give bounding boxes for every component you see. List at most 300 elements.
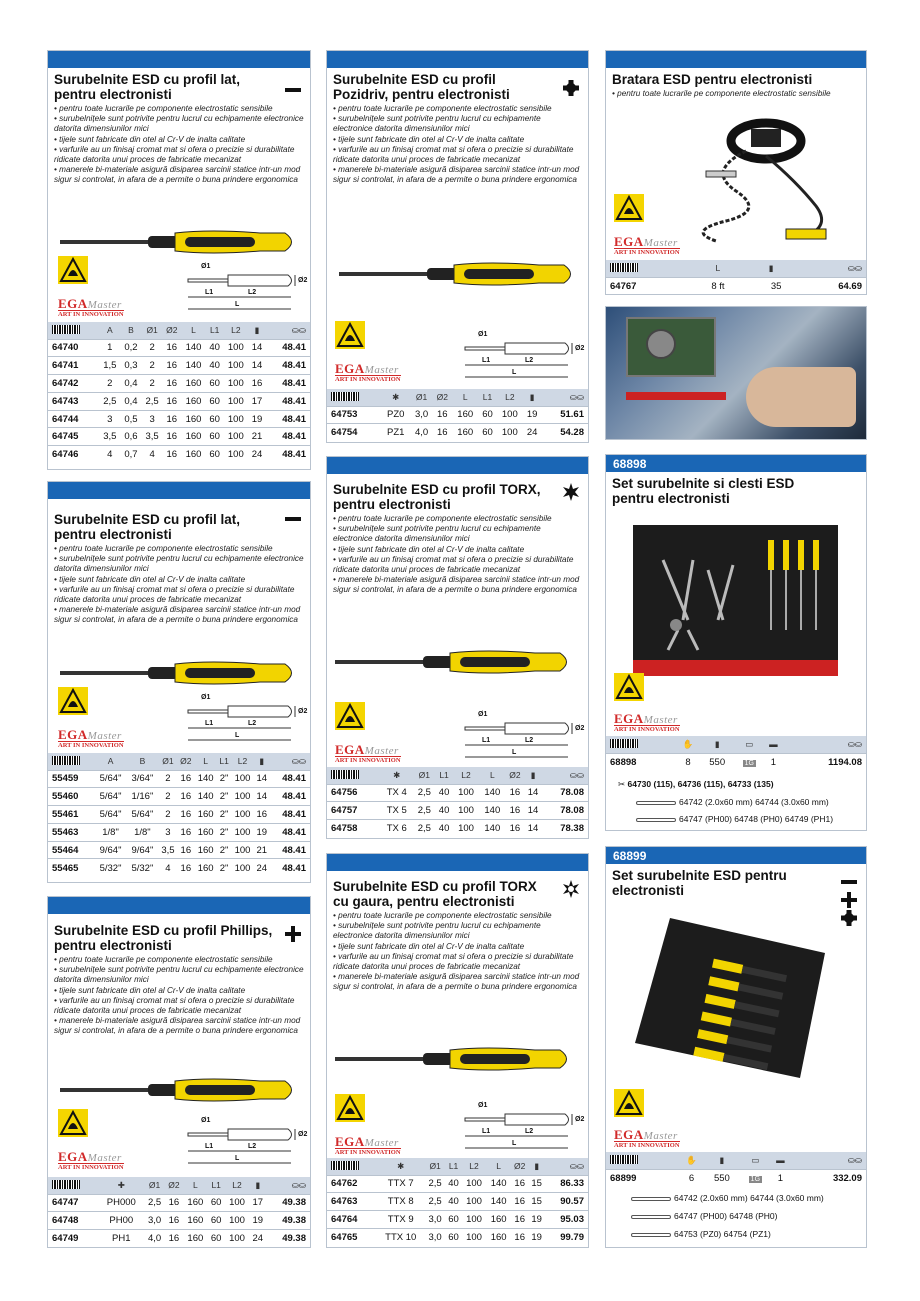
- brand-sub: Master: [643, 714, 678, 726]
- cell: 14: [524, 802, 542, 820]
- cell: 2": [217, 788, 231, 806]
- cell: 64748: [48, 1212, 98, 1230]
- cell: 16: [178, 823, 195, 841]
- cell: 160: [194, 806, 217, 824]
- table-row: [48, 446, 310, 464]
- bullet: • surubelnițele sunt potrivite pentru lucrul cu echipamente electronice datorita dimensiunilor mici: [54, 965, 304, 985]
- cell: 100: [225, 1194, 250, 1212]
- cell: 100: [223, 357, 248, 375]
- badge: 1G: [750, 1175, 761, 1183]
- cell: 68899: [606, 1169, 679, 1187]
- table-row: [606, 277, 866, 295]
- coins-icon: ⛀⛀: [785, 260, 866, 277]
- coins-icon: ⛀⛀: [783, 736, 866, 753]
- cell: 1: [771, 1169, 790, 1187]
- col-header: B: [126, 753, 158, 770]
- cell: 40: [435, 784, 453, 802]
- cell: 2,5: [425, 1193, 445, 1211]
- dim-label-l: L: [235, 301, 240, 308]
- cell: 3,5: [99, 428, 120, 446]
- product-title: Surubelnite ESD cu profil Phillips, pentru electronisti: [54, 923, 273, 953]
- dim-label-d1: Ø1: [201, 694, 211, 701]
- bullet: • pentru toate lucrarile pe componente electrostatic sensibile: [612, 89, 831, 98]
- card-torx: [326, 456, 589, 839]
- col-header: Ø1: [413, 767, 435, 784]
- cell: 160: [452, 406, 479, 424]
- bullet: • manerele bi-materiale asigură disiparea sarcinii statice intr-un mod sigur si controlat, in afara de a permite o buna prindere ergonomica: [54, 165, 301, 185]
- kit-line: [631, 1229, 771, 1239]
- table-row: [606, 753, 866, 771]
- cell: 14: [254, 770, 269, 788]
- col-header: L1: [206, 322, 223, 339]
- bullet: • varfurile au un finisaj cromat mat si ofera o precizie si durabilitate ridicate datorita unui proces de fabricatie mecanizat: [333, 554, 574, 575]
- cell: 4,0: [410, 424, 432, 442]
- product-table: [327, 1158, 588, 1246]
- cell: 2,5: [425, 1175, 445, 1193]
- dimension-diagram: [183, 694, 308, 746]
- cell: 16: [178, 806, 195, 824]
- dim-label-l: L: [512, 369, 517, 376]
- brand-tagline: ART IN INNOVATION: [58, 742, 124, 749]
- cell: 49.38: [266, 1212, 310, 1230]
- cell: 5/64": [95, 806, 127, 824]
- cell: 24: [523, 424, 541, 442]
- cell: 55461: [48, 806, 95, 824]
- esd-symbol-icon: [614, 1089, 644, 1117]
- cell: 100: [453, 820, 479, 838]
- cell: 6: [679, 1169, 703, 1187]
- product-title: Surubelnite ESD cu profil TORX cu gaura, pentru electronisti: [333, 879, 537, 909]
- cell: 100: [223, 392, 248, 410]
- brand-name: EGA: [58, 296, 88, 311]
- package-icon: ▮: [254, 753, 269, 770]
- dim-label-l: L: [512, 749, 517, 756]
- brand-logo: [58, 1149, 124, 1171]
- table-row: [327, 1175, 588, 1193]
- col-header: Ø1: [142, 322, 163, 339]
- brand-tagline: ART IN INNOVATION: [58, 1164, 124, 1171]
- cell: 160: [181, 410, 206, 428]
- table-row: [48, 428, 310, 446]
- table-row: [327, 820, 588, 838]
- cell: 140: [486, 1175, 511, 1193]
- cell: 24: [249, 446, 266, 464]
- dim-label-l2: L2: [525, 737, 534, 744]
- coins-icon: ⛀⛀: [541, 389, 588, 406]
- cell: 3,0: [410, 406, 432, 424]
- cell: 49.38: [266, 1230, 310, 1248]
- cell: 5/64": [95, 788, 127, 806]
- torx-star-icon: ✱: [380, 767, 413, 784]
- brand-name: EGA: [614, 711, 644, 726]
- cell: 4,0: [144, 1230, 165, 1248]
- hand-icon: ✋: [679, 1152, 703, 1169]
- esd-symbol-icon: [614, 673, 644, 701]
- cell: 160: [194, 841, 217, 859]
- cell: 19: [249, 1212, 266, 1230]
- col-header: L: [486, 1158, 511, 1175]
- package-icon: ▮: [249, 1177, 266, 1194]
- cell: 16: [165, 1212, 183, 1230]
- cell: 40: [445, 1175, 461, 1193]
- header-bar: [48, 482, 310, 499]
- kit-line: [631, 1211, 777, 1221]
- cell: 64742: [48, 375, 99, 393]
- cell: 60: [208, 1194, 225, 1212]
- dim-label-d2: Ø2: [575, 725, 585, 732]
- cell: 100: [462, 1175, 487, 1193]
- cell: 100: [225, 1230, 250, 1248]
- product-table: [606, 1152, 866, 1187]
- kit-text: 64753 (PZ0) 64754 (PZ1): [674, 1229, 771, 1239]
- cell: 100: [223, 339, 248, 357]
- coins-icon: ⛀⛀: [265, 322, 310, 339]
- brand-name: EGA: [58, 1149, 88, 1164]
- col-header: Ø2: [163, 322, 181, 339]
- case-icon: ▭: [740, 1152, 771, 1169]
- screwdriver-case-image: [630, 913, 830, 1083]
- brand-sub: Master: [364, 745, 399, 757]
- cell: 2,5: [413, 802, 435, 820]
- cell: 4: [99, 446, 120, 464]
- bullet: • pentru toate lucrarile pe componente electrostatic sensibile: [54, 104, 273, 113]
- bullet-list: [327, 104, 588, 186]
- cell: 1/8": [95, 823, 127, 841]
- cell: TTX 8: [377, 1193, 425, 1211]
- cell: 40: [435, 802, 453, 820]
- cell: 60: [206, 410, 223, 428]
- ruler-icon: ▬: [764, 736, 783, 753]
- cell: 2: [158, 788, 177, 806]
- cell: 550: [700, 753, 735, 771]
- cell: 2": [217, 823, 231, 841]
- cell: PH000: [98, 1194, 144, 1212]
- brand-name: EGA: [614, 1127, 644, 1142]
- esd-symbol-icon: [614, 194, 644, 222]
- phillips-cross-icon: ✚: [98, 1177, 144, 1194]
- cell: 14: [524, 784, 542, 802]
- esd-symbol-icon: [335, 321, 365, 349]
- coins-icon: ⛀⛀: [542, 767, 588, 784]
- table-row: [48, 1230, 310, 1248]
- dim-label-d1: Ø1: [478, 331, 488, 338]
- cell: 40: [435, 820, 453, 838]
- col-header: L2: [231, 753, 254, 770]
- coins-icon: ⛀⛀: [790, 1152, 866, 1169]
- coins-icon: ⛀⛀: [269, 753, 310, 770]
- cell: 78.38: [542, 820, 588, 838]
- product-table: [48, 1177, 310, 1247]
- cell: 100: [496, 406, 523, 424]
- cell: 0,6: [120, 428, 141, 446]
- cell: 160: [181, 428, 206, 446]
- cell: 16: [511, 1211, 529, 1229]
- cell: 48.41: [265, 446, 310, 464]
- bullet: • pentru toate lucrarile pe componente electrostatic sensibile: [54, 955, 273, 964]
- cell: 78.08: [542, 784, 588, 802]
- code-bar: 68898: [606, 455, 866, 472]
- cell: 100: [223, 375, 248, 393]
- cell: 2": [217, 770, 231, 788]
- screwdriver-image: [60, 658, 305, 688]
- col-header: L: [452, 389, 479, 406]
- col-header: L: [183, 1177, 208, 1194]
- dim-label-l2: L2: [525, 1128, 534, 1135]
- cell: 64741: [48, 357, 99, 375]
- dim-label-l1: L1: [205, 720, 214, 727]
- bullet: • tijele sunt fabricate din otel al Cr-V de inalta calitate: [333, 941, 525, 951]
- cell: 160: [194, 859, 217, 877]
- cell: 100: [223, 428, 248, 446]
- barcode-icon: [327, 767, 380, 784]
- cell: 60: [206, 446, 223, 464]
- cell: 1: [764, 753, 783, 771]
- col-header: Ø1: [144, 1177, 165, 1194]
- table-row: [48, 410, 310, 428]
- cell: 15: [528, 1193, 544, 1211]
- dimension-diagram: [460, 711, 585, 763]
- table-row: [48, 841, 310, 859]
- cell: 16: [505, 820, 524, 838]
- cell: 16: [165, 1194, 183, 1212]
- ruler-icon: ▬: [771, 1152, 790, 1169]
- wrist-strap-image: [643, 111, 846, 251]
- cell: 60: [445, 1211, 461, 1229]
- cell: [735, 753, 764, 771]
- cell: 3: [99, 410, 120, 428]
- cell: 16: [505, 784, 524, 802]
- code-bar: 68899: [606, 847, 866, 864]
- cell: 160: [183, 1194, 208, 1212]
- cell: 60: [208, 1212, 225, 1230]
- cell: 48.41: [265, 339, 310, 357]
- bullet: • manerele bi-materiale asigură disiparea sarcinii statice intr-un mod sigur si controlat, in afara de a permite o buna prindere ergonomica: [54, 605, 301, 625]
- cell: 2": [217, 806, 231, 824]
- barcode-icon: [48, 322, 99, 339]
- table-row: [48, 339, 310, 357]
- cell: 48.41: [265, 428, 310, 446]
- cell: 16: [163, 410, 181, 428]
- cell: 100: [223, 410, 248, 428]
- table-row: [48, 357, 310, 375]
- barcode-icon: [606, 736, 676, 753]
- cell: 2,5: [142, 392, 163, 410]
- cell: 1194.08: [783, 753, 866, 771]
- brand-logo: [614, 711, 680, 733]
- brand-sub: Master: [87, 299, 122, 311]
- header-bar: [48, 897, 310, 914]
- package-icon: ▮: [249, 322, 266, 339]
- cell: 64753: [327, 406, 381, 424]
- dimension-diagram: [183, 263, 308, 315]
- brand-sub: Master: [87, 730, 122, 742]
- brand-logo: [58, 296, 124, 318]
- cell: 100: [231, 859, 254, 877]
- cell: 16: [433, 424, 452, 442]
- col-header: Ø2: [178, 753, 195, 770]
- phillips-cross-icon: [840, 891, 858, 909]
- brand-name: EGA: [335, 742, 365, 757]
- table-row: [48, 1212, 310, 1230]
- computer-repair-photo: [605, 306, 867, 440]
- cell: 16: [511, 1193, 529, 1211]
- kit-text: 64747 (PH00) 64748 (PH0): [674, 1211, 778, 1221]
- cell: 60: [206, 428, 223, 446]
- cell: 140: [486, 1193, 511, 1211]
- kit-text: 64747 (PH00) 64748 (PH0) 64749 (PH1): [679, 814, 834, 824]
- bullet: • surubelnițele sunt potrivite pentru lucrul cu echipamente electronice datorita dimensiunilor mici: [54, 114, 304, 134]
- screwdriver-icon: [636, 818, 676, 822]
- bullet: • manerele bi-materiale asigură disiparea sarcinii statice intr-un mod sigur si controlat, in afara de a permite o buna prindere ergonomica: [333, 165, 580, 185]
- cell: 24: [249, 1230, 266, 1248]
- cell: 64754: [327, 424, 381, 442]
- header-bar: [327, 457, 588, 474]
- cell: 60: [208, 1230, 225, 1248]
- cell: 140: [479, 784, 505, 802]
- hand-icon: ✋: [676, 736, 699, 753]
- cell: 16: [254, 806, 269, 824]
- dim-label-l2: L2: [525, 357, 534, 364]
- brand-tagline: ART IN INNOVATION: [335, 376, 401, 383]
- cell: 55460: [48, 788, 95, 806]
- cell: 64745: [48, 428, 99, 446]
- brand-tagline: ART IN INNOVATION: [614, 1142, 680, 1149]
- cell: 2: [142, 357, 163, 375]
- cell: TTX 10: [377, 1228, 425, 1246]
- col-header: L: [699, 260, 737, 277]
- cell: 48.41: [269, 841, 310, 859]
- dim-label-l1: L1: [482, 357, 491, 364]
- cell: 48.41: [269, 806, 310, 824]
- table-row: [48, 859, 310, 877]
- package-icon: ▮: [524, 767, 542, 784]
- cell: 16: [163, 357, 181, 375]
- table-row: [606, 1169, 866, 1187]
- cell: 21: [249, 428, 266, 446]
- cell: 160: [181, 392, 206, 410]
- brand-tagline: ART IN INNOVATION: [58, 311, 124, 318]
- screwdriver-image: [60, 227, 305, 257]
- cell: 90.57: [545, 1193, 588, 1211]
- package-icon: ▮: [737, 260, 785, 277]
- cell: 3: [158, 823, 177, 841]
- dim-label-d1: Ø1: [201, 263, 211, 270]
- cell: 17: [249, 1194, 266, 1212]
- card-torx-hole: [326, 853, 589, 1248]
- col-header: L1: [217, 753, 231, 770]
- cell: 3/64": [126, 770, 158, 788]
- pozidriv-cross-icon: ✱: [381, 389, 410, 406]
- cell: 2,5: [144, 1194, 165, 1212]
- col-header: L: [194, 753, 217, 770]
- cell: 3: [142, 410, 163, 428]
- col-header: Ø2: [165, 1177, 183, 1194]
- cell: 100: [223, 446, 248, 464]
- bullet: • surubelnițele sunt potrivite pentru lucrul cu echipamente electronice datorita dimensiunilor mici: [54, 554, 304, 574]
- cell: 2": [217, 859, 231, 877]
- cell: 48.41: [269, 859, 310, 877]
- dim-label-l2: L2: [248, 1143, 257, 1150]
- cell: 24: [254, 859, 269, 877]
- cell: 1/8": [126, 823, 158, 841]
- cell: 14: [249, 339, 266, 357]
- dim-label-l: L: [235, 1155, 240, 1162]
- cell: 16: [163, 339, 181, 357]
- cell: 55459: [48, 770, 95, 788]
- cell: 54.28: [541, 424, 588, 442]
- col-header: L: [479, 767, 505, 784]
- bullet: • manerele bi-materiale asigură disiparea sarcinii statice intr-un mod sigur si controlat, in afara de a permite o buna prindere ergonomica: [333, 972, 580, 992]
- cell: 3,0: [144, 1212, 165, 1230]
- brand-name: EGA: [58, 727, 88, 742]
- col-header: L2: [225, 1177, 250, 1194]
- bullet: • surubelnițele sunt potrivite pentru lucrul cu echipamente electronice datorita dimensiunilor mici: [333, 114, 541, 134]
- cell: 9/64": [95, 841, 127, 859]
- table-row: [48, 392, 310, 410]
- col-header: L1: [445, 1158, 461, 1175]
- cell: PH1: [98, 1230, 144, 1248]
- barcode-icon: [606, 260, 699, 277]
- screwdriver-icon: [631, 1233, 671, 1237]
- brand-tagline: ART IN INNOVATION: [614, 249, 680, 256]
- screwdriver-icon: [636, 801, 676, 805]
- cell: 16: [163, 428, 181, 446]
- cell: 16: [163, 446, 181, 464]
- flat-slot-icon: [840, 873, 858, 891]
- cell: 64764: [327, 1211, 377, 1229]
- bullet: • pentru toate lucrarile pe componente electrostatic sensibile: [333, 911, 552, 920]
- card-pozidriv: [326, 50, 589, 443]
- cell: TTX 9: [377, 1211, 425, 1229]
- bullet-list: [327, 514, 588, 596]
- cell: 0,4: [120, 392, 141, 410]
- table-row: [48, 806, 310, 824]
- card-flat-metric: [47, 50, 311, 470]
- cell: 2: [142, 375, 163, 393]
- dimension-diagram: [460, 331, 585, 383]
- product-title: Set surubelnite ESD pentru electronisti: [612, 868, 787, 898]
- dim-label-l2: L2: [248, 289, 257, 296]
- cell: 2: [142, 339, 163, 357]
- cell: 49.38: [266, 1194, 310, 1212]
- table-row: [327, 802, 588, 820]
- cell: 2: [99, 375, 120, 393]
- header-bar: [327, 854, 588, 871]
- cell: 48.41: [265, 357, 310, 375]
- bullet-list: [327, 911, 588, 993]
- cell: 55463: [48, 823, 95, 841]
- brand-logo: [58, 727, 124, 749]
- cell: 60: [206, 392, 223, 410]
- esd-symbol-icon: [335, 1094, 365, 1122]
- kit-text: 64742 (2.0x60 mm) 64744 (3.0x60 mm): [674, 1193, 824, 1203]
- cell: 48.41: [265, 410, 310, 428]
- coins-icon: ⛀⛀: [266, 1177, 310, 1194]
- barcode-icon: [48, 753, 95, 770]
- bullet: • tijele sunt fabricate din otel al Cr-V de inalta calitate: [54, 985, 246, 995]
- cell: 2,5: [413, 784, 435, 802]
- dim-label-d1: Ø1: [201, 1117, 211, 1124]
- cell: 4: [142, 446, 163, 464]
- cell: 140: [479, 820, 505, 838]
- product-title: Surubelnite ESD cu profil Pozidriv, pentru electronisti: [333, 72, 510, 102]
- cell: 17: [249, 392, 266, 410]
- bullet: • varfurile au un finisaj cromat mat si ofera o precizie si durabilitate ridicate datorita unui proces de fabricatie mecanizat: [54, 995, 295, 1016]
- brand-name: EGA: [335, 361, 365, 376]
- dim-label-l: L: [512, 1140, 517, 1147]
- cell: 8: [676, 753, 699, 771]
- cell: 16: [165, 1230, 183, 1248]
